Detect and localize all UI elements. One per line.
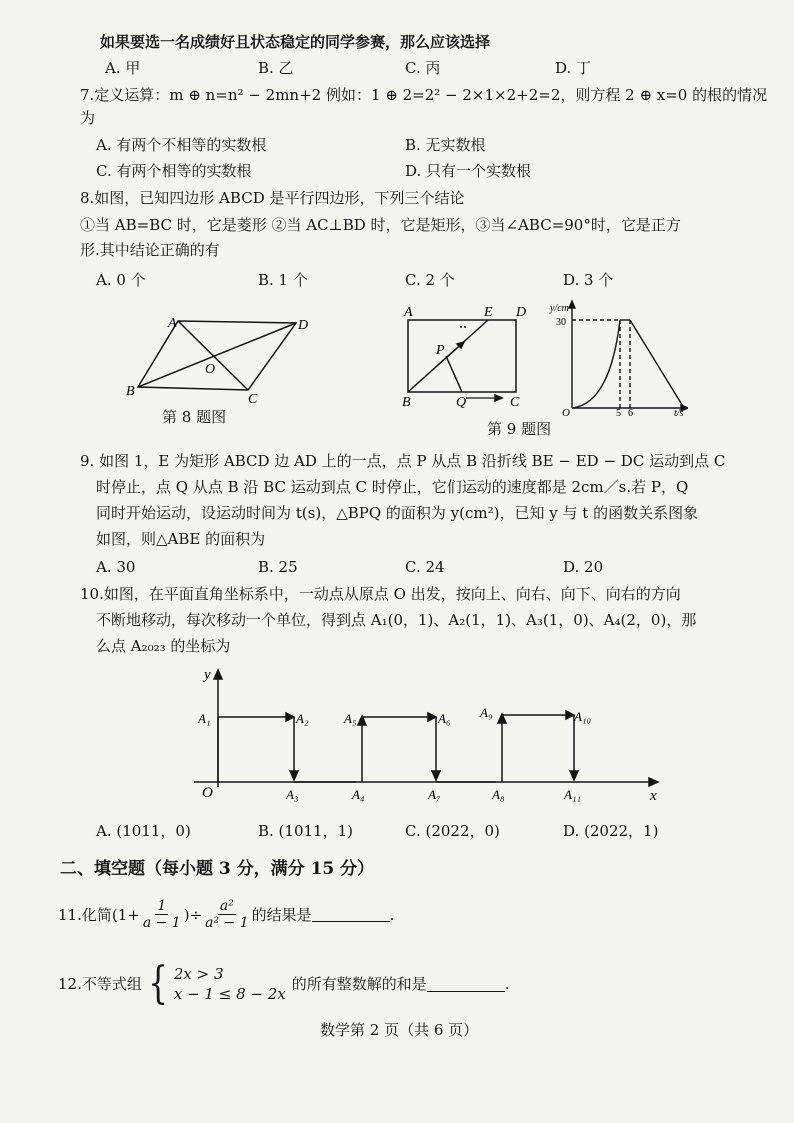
arrow-a7 bbox=[432, 771, 440, 780]
q11-suffix: 的结果是 bbox=[251, 905, 312, 924]
graph-xlabel: t/s bbox=[674, 408, 684, 416]
q12-answer-blank[interactable] bbox=[427, 977, 505, 992]
diagonal-ac bbox=[178, 321, 248, 390]
q12-suffix: 的所有整数解的和是 bbox=[291, 975, 427, 993]
q9-label-c: C bbox=[510, 395, 520, 410]
q9-option-c: C. 24 bbox=[405, 558, 445, 576]
q8-stem-line2: ①当 AB=BC 时，它是菱形 ②当 AC⊥BD 时，它是矩形，③当∠ABC=90°时，它是正方 bbox=[80, 216, 681, 234]
page-footer: 数学第 2 页（共 6 页） bbox=[320, 1021, 479, 1039]
q12-prefix: 12.不等式组 bbox=[58, 975, 142, 993]
q8-label-a: A bbox=[168, 316, 177, 331]
label-a11: A₁₁ bbox=[564, 787, 581, 802]
q10-stem-line2: 不断地移动，每次移动一个单位，得到点 A₁(0，1)、A₂(1，1)、A₃(1，0)、A₄(2，0)，那 bbox=[96, 611, 697, 629]
q10-y-label: y bbox=[204, 667, 211, 683]
label-a8: A₈ bbox=[492, 787, 505, 802]
q11-mid: )÷ bbox=[183, 905, 203, 924]
graph-ytick-30: 30 bbox=[556, 317, 566, 328]
label-a10: A₁₀ bbox=[574, 709, 591, 724]
q8-label-o: O bbox=[205, 362, 216, 377]
q6-option-d: D. 丁 bbox=[555, 59, 592, 77]
q6-option-a: A. 甲 bbox=[105, 59, 141, 77]
q7-stem-line1: 7.定义运算：m ⊕ n=n² − 2mn+2 例如：1 ⊕ 2=2² − 2×1×2+2=2，则方程 2 ⊕ x=0 的根的情况 bbox=[80, 86, 768, 104]
q11-prefix: 11.化简 bbox=[58, 905, 112, 924]
q11-frac2-den: a² − 1 bbox=[205, 915, 249, 931]
q12-ineq1: 2x > 3 bbox=[173, 965, 224, 983]
label-a3: A₃ bbox=[286, 787, 299, 802]
q11-frac2 bbox=[203, 898, 251, 931]
q7-option-a: A. 有两个不相等的实数根 bbox=[96, 136, 267, 154]
q11-frac1-den: a − 1 bbox=[142, 915, 181, 931]
q11-frac1-num: 1 bbox=[157, 898, 167, 914]
q8-label-d: D bbox=[298, 318, 309, 333]
label-a1: A₁ bbox=[198, 711, 211, 726]
q10-path-figure bbox=[190, 665, 670, 805]
q9-option-b: B. 25 bbox=[258, 558, 298, 576]
q8-stem-line3: 形.其中结论正确的有 bbox=[80, 241, 220, 259]
q8-option-a: A. 0 个 bbox=[96, 271, 146, 289]
graph-curve-rise bbox=[572, 320, 620, 408]
label-a2: A₂ bbox=[296, 711, 309, 726]
q12-ineq2: x − 1 ≤ 8 − 2x bbox=[173, 985, 286, 1003]
arrow-a3 bbox=[290, 771, 298, 780]
q9-label-p: P bbox=[436, 343, 445, 358]
graph-descent bbox=[630, 320, 684, 408]
arrow-a2 bbox=[286, 713, 294, 721]
graph-xtick-5: 5 bbox=[616, 408, 621, 416]
label-a7: A₇ bbox=[428, 787, 441, 802]
q11-end: . bbox=[389, 905, 395, 924]
label-a9: A₉ bbox=[480, 705, 493, 720]
q9-label-q: Q bbox=[456, 395, 467, 410]
section2-heading: 二、填空题（每小题 3 分，满分 15 分） bbox=[60, 859, 375, 879]
q8-stem-line1: 8.如图，已知四边形 ABCD 是平行四边形，下列三个结论 bbox=[80, 189, 465, 207]
q8-parallelogram-figure bbox=[120, 305, 320, 405]
q6-option-b: B. 乙 bbox=[258, 59, 294, 77]
arrow-a6 bbox=[428, 713, 436, 721]
q12-end: . bbox=[504, 975, 510, 993]
q7-option-d: D. 只有一个实数根 bbox=[405, 162, 532, 180]
q6-option-c: C. 丙 bbox=[405, 59, 441, 77]
q9-stem-line3: 同时开始运动，设运动时间为 t(s)，△BPQ 的面积为 y(cm²)，已知 y 与 t 的函数关系图象 bbox=[96, 504, 699, 522]
q9-figure-caption: 第 9 题图 bbox=[487, 420, 552, 438]
graph-ylabel: y/cm² bbox=[550, 303, 572, 314]
q9-stem-line1: 9. 如图 1，E 为矩形 ABCD 边 AD 上的一点，点 P 从点 B 沿折线 BE − ED − DC 运动到点 C bbox=[80, 452, 726, 470]
q10-option-a: A. (1011，0) bbox=[96, 822, 191, 840]
q7-option-b: B. 无实数根 bbox=[405, 136, 486, 154]
q11-frac2-num: a² bbox=[219, 898, 234, 914]
q8-option-c: C. 2 个 bbox=[405, 271, 455, 289]
rectangle-abcd bbox=[408, 320, 516, 392]
q9-graph-figure bbox=[548, 296, 688, 416]
arrow-a10 bbox=[566, 711, 574, 719]
q9-label-b: B bbox=[402, 395, 411, 410]
q10-option-b: B. (1011，1) bbox=[258, 822, 353, 840]
q7-stem-line2: 为 bbox=[80, 109, 96, 127]
q11-line bbox=[58, 898, 394, 931]
q11-frac1 bbox=[141, 898, 183, 931]
q10-origin: O bbox=[202, 785, 213, 801]
q9-label-d: D bbox=[516, 305, 527, 320]
q9-stem-line2: 时停止，点 Q 从点 B 沿 BC 运动到点 C 时停止，它们运动的速度都是 2cm／s.若 P，Q bbox=[96, 478, 689, 496]
q9-stem-line4: 如图，则△ABE 的面积为 bbox=[96, 530, 266, 548]
q11-open: (1+ bbox=[111, 905, 140, 924]
q10-stem-line1: 10.如图，在平面直角坐标系中，一动点从原点 O 出发，按向上、向右、向下、向右的方向 bbox=[80, 585, 681, 603]
q9-rectangle-figure bbox=[398, 302, 538, 412]
segment-pq bbox=[446, 356, 462, 392]
graph-xtick-6: 6 bbox=[628, 408, 633, 416]
q10-option-c: C. (2022，0) bbox=[405, 822, 500, 840]
q12-brace: { bbox=[148, 958, 168, 1009]
q8-label-c: C bbox=[248, 392, 258, 405]
graph-origin: O bbox=[562, 407, 570, 416]
q12-line bbox=[58, 958, 510, 1009]
q10-y-arrow bbox=[214, 670, 222, 679]
q9-option-d: D. 20 bbox=[563, 558, 604, 576]
q12-system bbox=[174, 964, 286, 1004]
arrow-a11 bbox=[570, 771, 578, 780]
label-a5: A₅ bbox=[344, 711, 357, 726]
q8-option-b: B. 1 个 bbox=[258, 271, 308, 289]
q10-stem-line3: 么点 A₂₀₂₃ 的坐标为 bbox=[96, 637, 231, 655]
arrow-q-head bbox=[495, 395, 502, 401]
q9-label-a: A bbox=[404, 305, 413, 320]
q10-option-d: D. (2022，1) bbox=[563, 822, 659, 840]
label-a4: A₄ bbox=[352, 787, 365, 802]
q8-option-d: D. 3 个 bbox=[563, 271, 614, 289]
q10-x-label: x bbox=[650, 788, 657, 804]
q11-answer-blank[interactable] bbox=[312, 907, 390, 922]
q6-prompt: 如果要选一名成绩好且状态稳定的同学参赛，那么应该选择 bbox=[100, 33, 491, 51]
q9-label-e: E bbox=[484, 305, 493, 320]
q9-option-a: A. 30 bbox=[96, 558, 136, 576]
label-a6: A₆ bbox=[438, 711, 451, 726]
q10-x-arrow bbox=[649, 778, 658, 786]
q8-figure-caption: 第 8 题图 bbox=[162, 408, 227, 426]
q8-label-b: B bbox=[126, 384, 135, 399]
q7-option-c: C. 有两个相等的实数根 bbox=[96, 162, 252, 180]
